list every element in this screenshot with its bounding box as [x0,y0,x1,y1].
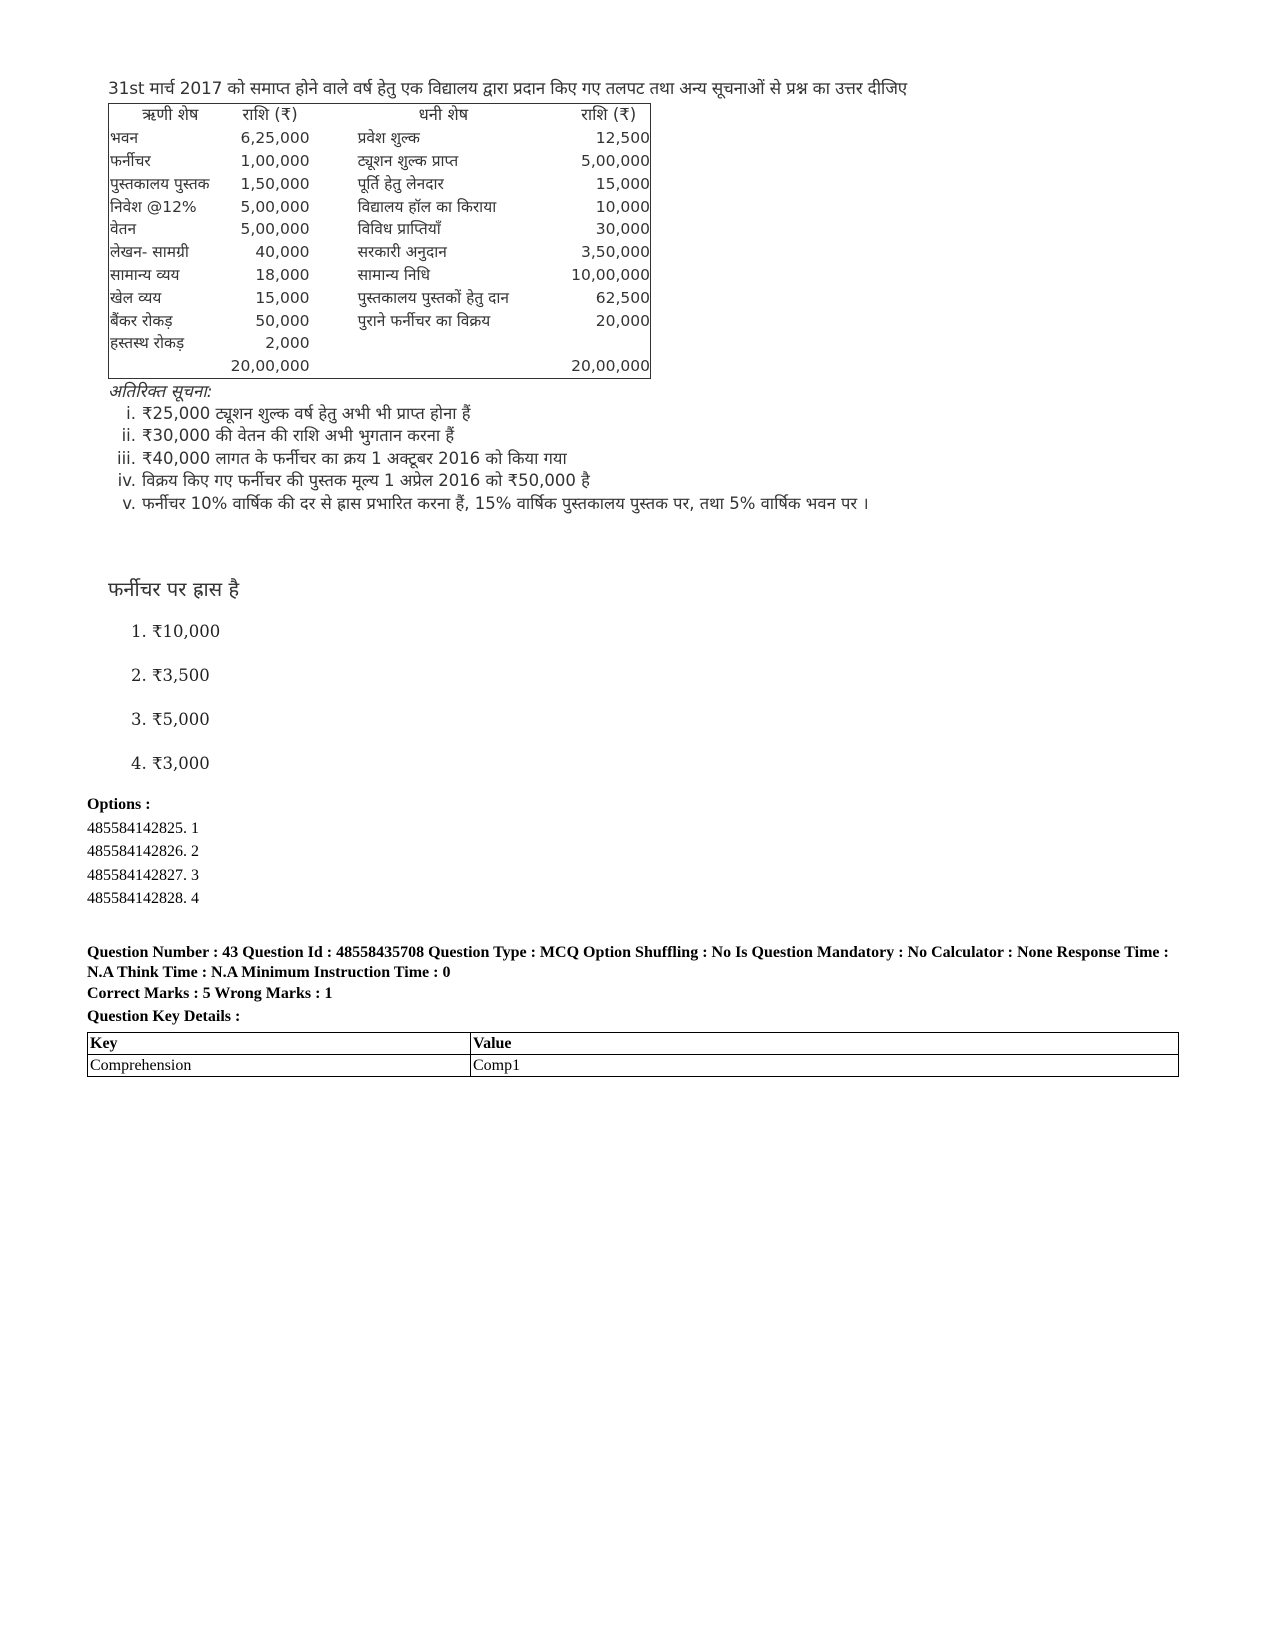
answer-choice-3: 3. ₹5,000 [131,710,210,729]
answer-choice-2: 2. ₹3,500 [131,666,210,685]
value-header: Value [471,1033,1179,1055]
table-total-row [109,355,651,378]
value-cell: Comp1 [471,1055,1179,1077]
credit-item: ट्यूशन शुल्क प्राप्त [357,151,459,170]
debit-amount: 6,25,000 [240,129,310,148]
debit-total: 20,00,000 [230,357,310,376]
credit-amount: 3,50,000 [580,243,650,262]
option-id-line: 485584142826. 2 [87,843,199,860]
total-label [320,355,568,378]
note-number: i. [126,403,136,423]
credit-item: पूर्ति हेतु लेनदार [357,174,444,193]
question-image [108,78,968,515]
credit-amount: 62,500 [595,288,650,307]
credit-item: विविध प्राप्तियाँ [357,220,441,239]
option-id-line: 485584142828. 4 [87,890,199,907]
note-number: v. [122,493,136,513]
key-details-label: Question Key Details : [87,1008,241,1025]
answer-choice-4: 4. ₹3,000 [131,754,210,773]
key-details-table [87,1032,1179,1077]
header-debit-amount: राशि (₹) [242,105,298,125]
debit-item: निवेश @12% [110,197,197,216]
options-label: Options : [87,796,151,813]
debit-item: बैंकर रोकड़ [110,311,173,330]
note-text: फर्नीचर 10% वार्षिक की दर से ह्रास प्रभारित करना हैं, 15% वार्षिक पुस्तकालय पुस्तक पर, तथा 5% वार्षिक भवन पर । [142,493,869,513]
list-item [108,448,968,471]
note-text: ₹40,000 लागत के फर्नीचर का क्रय 1 अक्टूबर 2016 को किया गया [142,448,567,468]
list-item [108,470,968,493]
table-row [109,264,651,287]
header-debit-balance: ऋणी शेष [142,105,199,125]
list-item [108,403,968,426]
debit-item: सामान्य व्यय [110,265,180,284]
credit-item: पुराने फर्नीचर का विक्रय [357,311,491,330]
header-credit-balance: धनी शेष [418,105,469,125]
header-credit-amount: राशि (₹) [581,105,637,125]
list-item [108,493,968,516]
credit-amount: 12,500 [595,129,650,148]
debit-item: वेतन [110,220,137,239]
credit-total: 20,00,000 [571,357,650,376]
note-number: iii. [117,448,136,468]
debit-amount: 5,00,000 [240,220,310,239]
table-row [109,150,651,173]
table-row [109,286,651,309]
table-row [109,195,651,218]
table-row [109,172,651,195]
credit-item: सामान्य निधि [357,265,430,284]
total-label [109,355,231,378]
table-row [109,332,651,355]
credit-amount: 20,000 [595,311,650,330]
debit-amount: 40,000 [255,243,310,262]
additional-info-title: अतिरिक्त सूचना: [108,381,213,402]
debit-amount: 2,000 [265,334,310,353]
debit-item: पुस्तकालय पुस्तक [110,174,210,193]
debit-item: फर्नीचर [110,151,151,170]
debit-amount: 5,00,000 [240,197,310,216]
note-text: विक्रय किए गए फर्नीचर की पुस्तक मूल्य 1 अप्रेल 2016 को ₹50,000 है [142,471,590,491]
trial-balance-table [108,103,651,379]
key-cell: Comprehension [88,1055,471,1077]
credit-item [320,332,568,355]
debit-item: हस्तस्थ रोकड़ [110,334,185,353]
debit-item: भवन [110,129,139,148]
credit-amount [567,332,650,355]
credit-amount: 15,000 [595,174,650,193]
key-header: Key [88,1033,471,1055]
option-id-line: 485584142825. 1 [87,819,199,837]
credit-item: प्रवेश शुल्क [357,129,420,148]
credit-item: पुस्तकालय पुस्तकों हेतु दान [357,288,509,307]
answer-choice-1: 1. ₹10,000 [131,622,221,641]
credit-amount: 10,00,000 [571,265,650,284]
credit-amount: 5,00,000 [580,151,650,170]
table-row [109,127,651,150]
credit-item: सरकारी अनुदान [357,243,447,262]
option-id-line: 485584142827. 3 [87,866,199,884]
additional-info-list [108,403,968,516]
table-row [88,1055,1179,1077]
debit-amount: 15,000 [255,288,310,307]
debit-amount: 18,000 [255,265,310,284]
note-text: ₹25,000 ट्यूशन शुल्क वर्ष हेतु अभी भी प्राप्त होना हैं [142,403,471,423]
list-item [108,425,968,448]
note-number: ii. [121,426,136,446]
table-header-row [88,1033,1179,1055]
answer-choices [131,620,220,796]
debit-item: लेखन- सामग्री [110,243,189,262]
note-text: ₹30,000 की वेतन की राशि अभी भुगतान करना हैं [142,426,455,446]
credit-item: विद्यालय हॉल का किराया [357,197,497,216]
credit-amount: 10,000 [595,197,650,216]
table-row [109,218,651,241]
debit-amount: 50,000 [255,311,310,330]
table-row [109,309,651,332]
debit-item: खेल व्यय [110,288,162,307]
table-row [109,241,651,264]
question-intro: 31st मार्च 2017 को समाप्त होने वाले वर्ष हेतु एक विद्यालय द्वारा प्रदान किए गए तलपट तथा अन्य सूचनाओं से प्रश्न का उत्तर दीजिए [108,79,907,99]
note-number: iv. [117,471,136,491]
options-block [87,793,199,911]
table-header-row [109,104,651,127]
marks-info: Correct Marks : 5 Wrong Marks : 1 [87,985,333,1002]
debit-amount: 1,00,000 [240,151,310,170]
credit-amount: 30,000 [595,220,650,239]
question-info: Question Number : 43 Question Id : 48558435708 Question Type : MCQ Option Shuffling : No Is Question Mandatory : No Calculator : None Response Time : N.A Think Time : N.A Minimum Instruction Time : 0 [87,944,1169,981]
debit-amount: 1,50,000 [240,174,310,193]
question-text: फर्नीचर पर ह्रास है [108,577,240,601]
